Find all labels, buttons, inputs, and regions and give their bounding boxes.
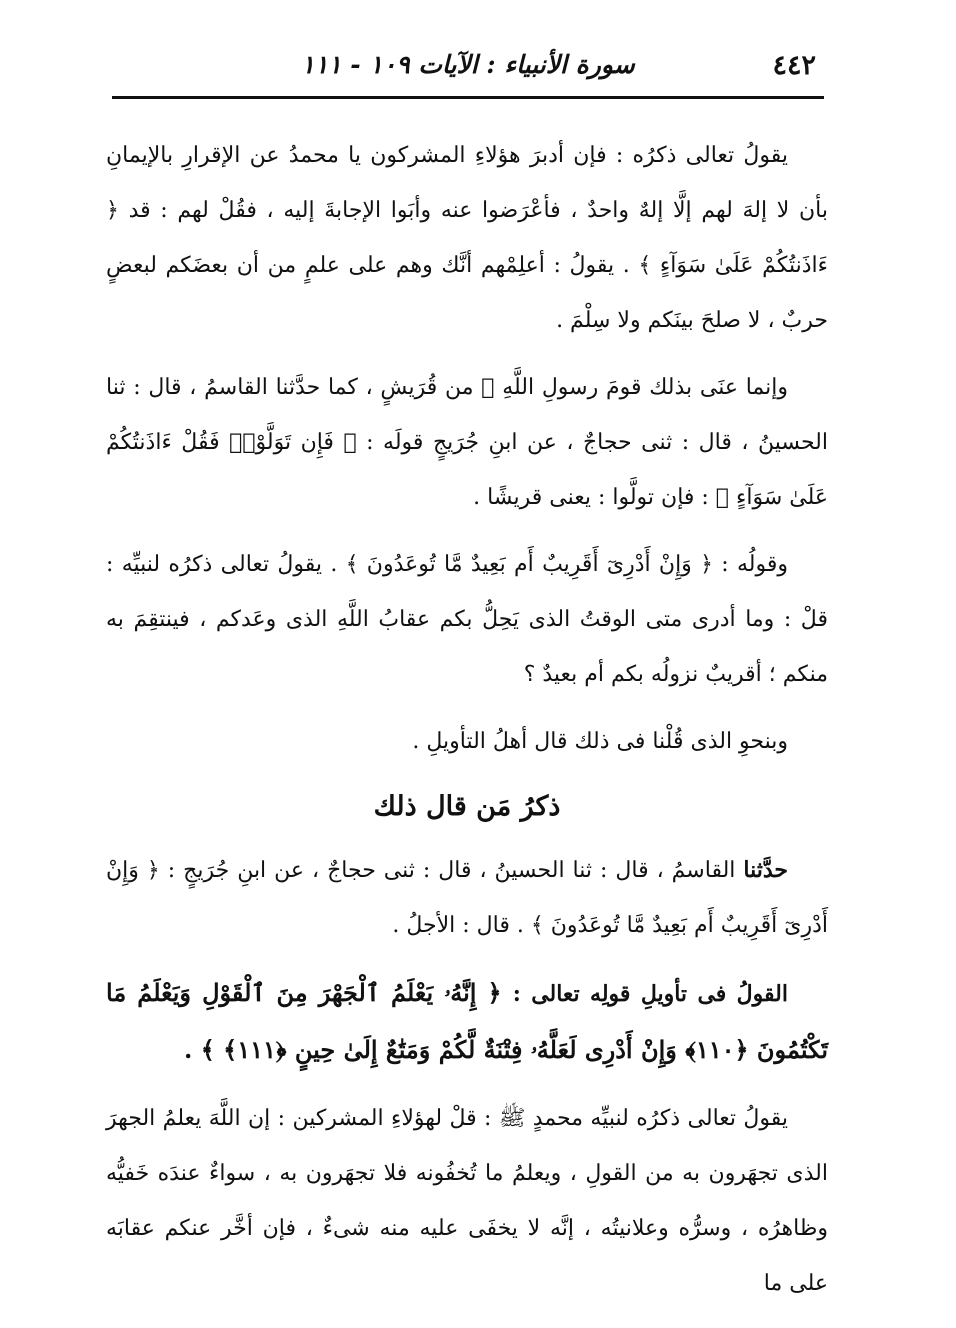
paragraph: وبنحوِ الذى قُلْنا فى ذلك قال أهلُ التأويلِ . <box>412 729 788 754</box>
quran-verse: ﴿ إِنَّهُۥ يَعْلَمُ ٱلْجَهْرَ مِنَ ٱلْقَوْلِ وَيَعْلَمُ مَا تَكْتُمُونَ ﴿١١٠﴾ وَإِنْ أَدْرِى لَعَلَّهُۥ فِتْنَةٌ لَّكُمْ وَمَتَٰعٌ إِلَىٰ حِينٍ ﴿١١١﴾ ﴾ . <box>106 978 828 1064</box>
header-divider <box>112 96 824 99</box>
paragraph-text: القاسمُ ، قال : ثنا الحسينُ ، قال : ثنى حجاجٌ ، عن ابنِ جُرَيجٍ : ﴿ وَإِنْ أَدْرِىٓ أَقَرِيبٌ أَم بَعِيدٌ مَّا تُوعَدُونَ ﴾ . قال : الأجلُ . <box>106 858 828 938</box>
paragraph <box>106 843 828 953</box>
page-header <box>112 44 824 88</box>
running-title: سورة الأنبياء : الآيات ١٠٩ - ١١١ <box>301 50 635 79</box>
paragraph: يقولُ تعالى ذكرُه : فإن أدبرَ هؤلاءِ المشركون يا محمدُ عن الإقرارِ بالإيمانِ بأن لا إلهَ لهم إلَّا إلهٌ واحدٌ ، فأعْرَضوا عنه وأبَوا الإجابةَ إليه ، فقُلْ لهم : قد ﴿ ءَاذَنتُكُمْ عَلَىٰ سَوَآءٍ ﴾ . يقولُ : أعلِمْهم أنَّك وهم على علمٍ من أن بعضَكم لبعضٍ حربٌ ، لا صلحَ بينَكم ولا سِلْمَ . <box>106 143 828 333</box>
main-text <box>106 128 828 1323</box>
paragraph-lead: القولُ فى تأويلِ قولِه تعالى : <box>512 981 788 1007</box>
paragraph: وقولُه : ﴿ وَإِنْ أَدْرِىٓ أَقَرِيبٌ أَم بَعِيدٌ مَّا تُوعَدُونَ ﴾ . يقولُ تعالى ذكرُه لنبيِّه : قلْ : وما أدرى متى الوقتُ الذى يَحِلُّ بكم عقابُ اللَّهِ الذى وعَدكم ، فينتقِمَ به منكم ؛ أقريبٌ نزولُه بكم أم بعيدٌ ؟ <box>106 552 828 687</box>
section-heading: ذكرُ مَن قال ذلك <box>373 791 561 822</box>
paragraph-lead: حدَّثنا <box>743 857 788 883</box>
paragraph: يقولُ تعالى ذكرُه لنبيِّه محمدٍ ﷺ : قلْ لهؤلاءِ المشركين : إن اللَّهَ يعلمُ الجهرَ الذى تجهَرون به من القولِ ، ويعلمُ ما تُخفُونه فلا تجهَرون به ، سواءٌ عندَه خَفيُّه وظاهرُه ، وسرُّه وعلانيتُه ، إنَّه لا يخفَى عليه منه شىءٌ ، فإن أخَّر عنكم عقابَه على ما <box>106 1106 828 1296</box>
paragraph: وإنما عنَى بذلك قومَ رسولِ اللَّهِ ﷺ من قُرَيشٍ ، كما حدَّثنا القاسمُ ، قال : ثنا الحسينُ ، قال : ثنى حجاجٌ ، عن ابنِ جُرَيجٍ قولَه : ﴿ فَإِن تَوَلَّوْا۟ فَقُلْ ءَاذَنتُكُمْ عَلَىٰ سَوَآءٍ ﴾ : فإن تولَّوا : يعنى قريشًا . <box>106 375 828 510</box>
page-number: ٤٤٢ <box>772 50 816 81</box>
verse-paragraph <box>106 965 828 1079</box>
